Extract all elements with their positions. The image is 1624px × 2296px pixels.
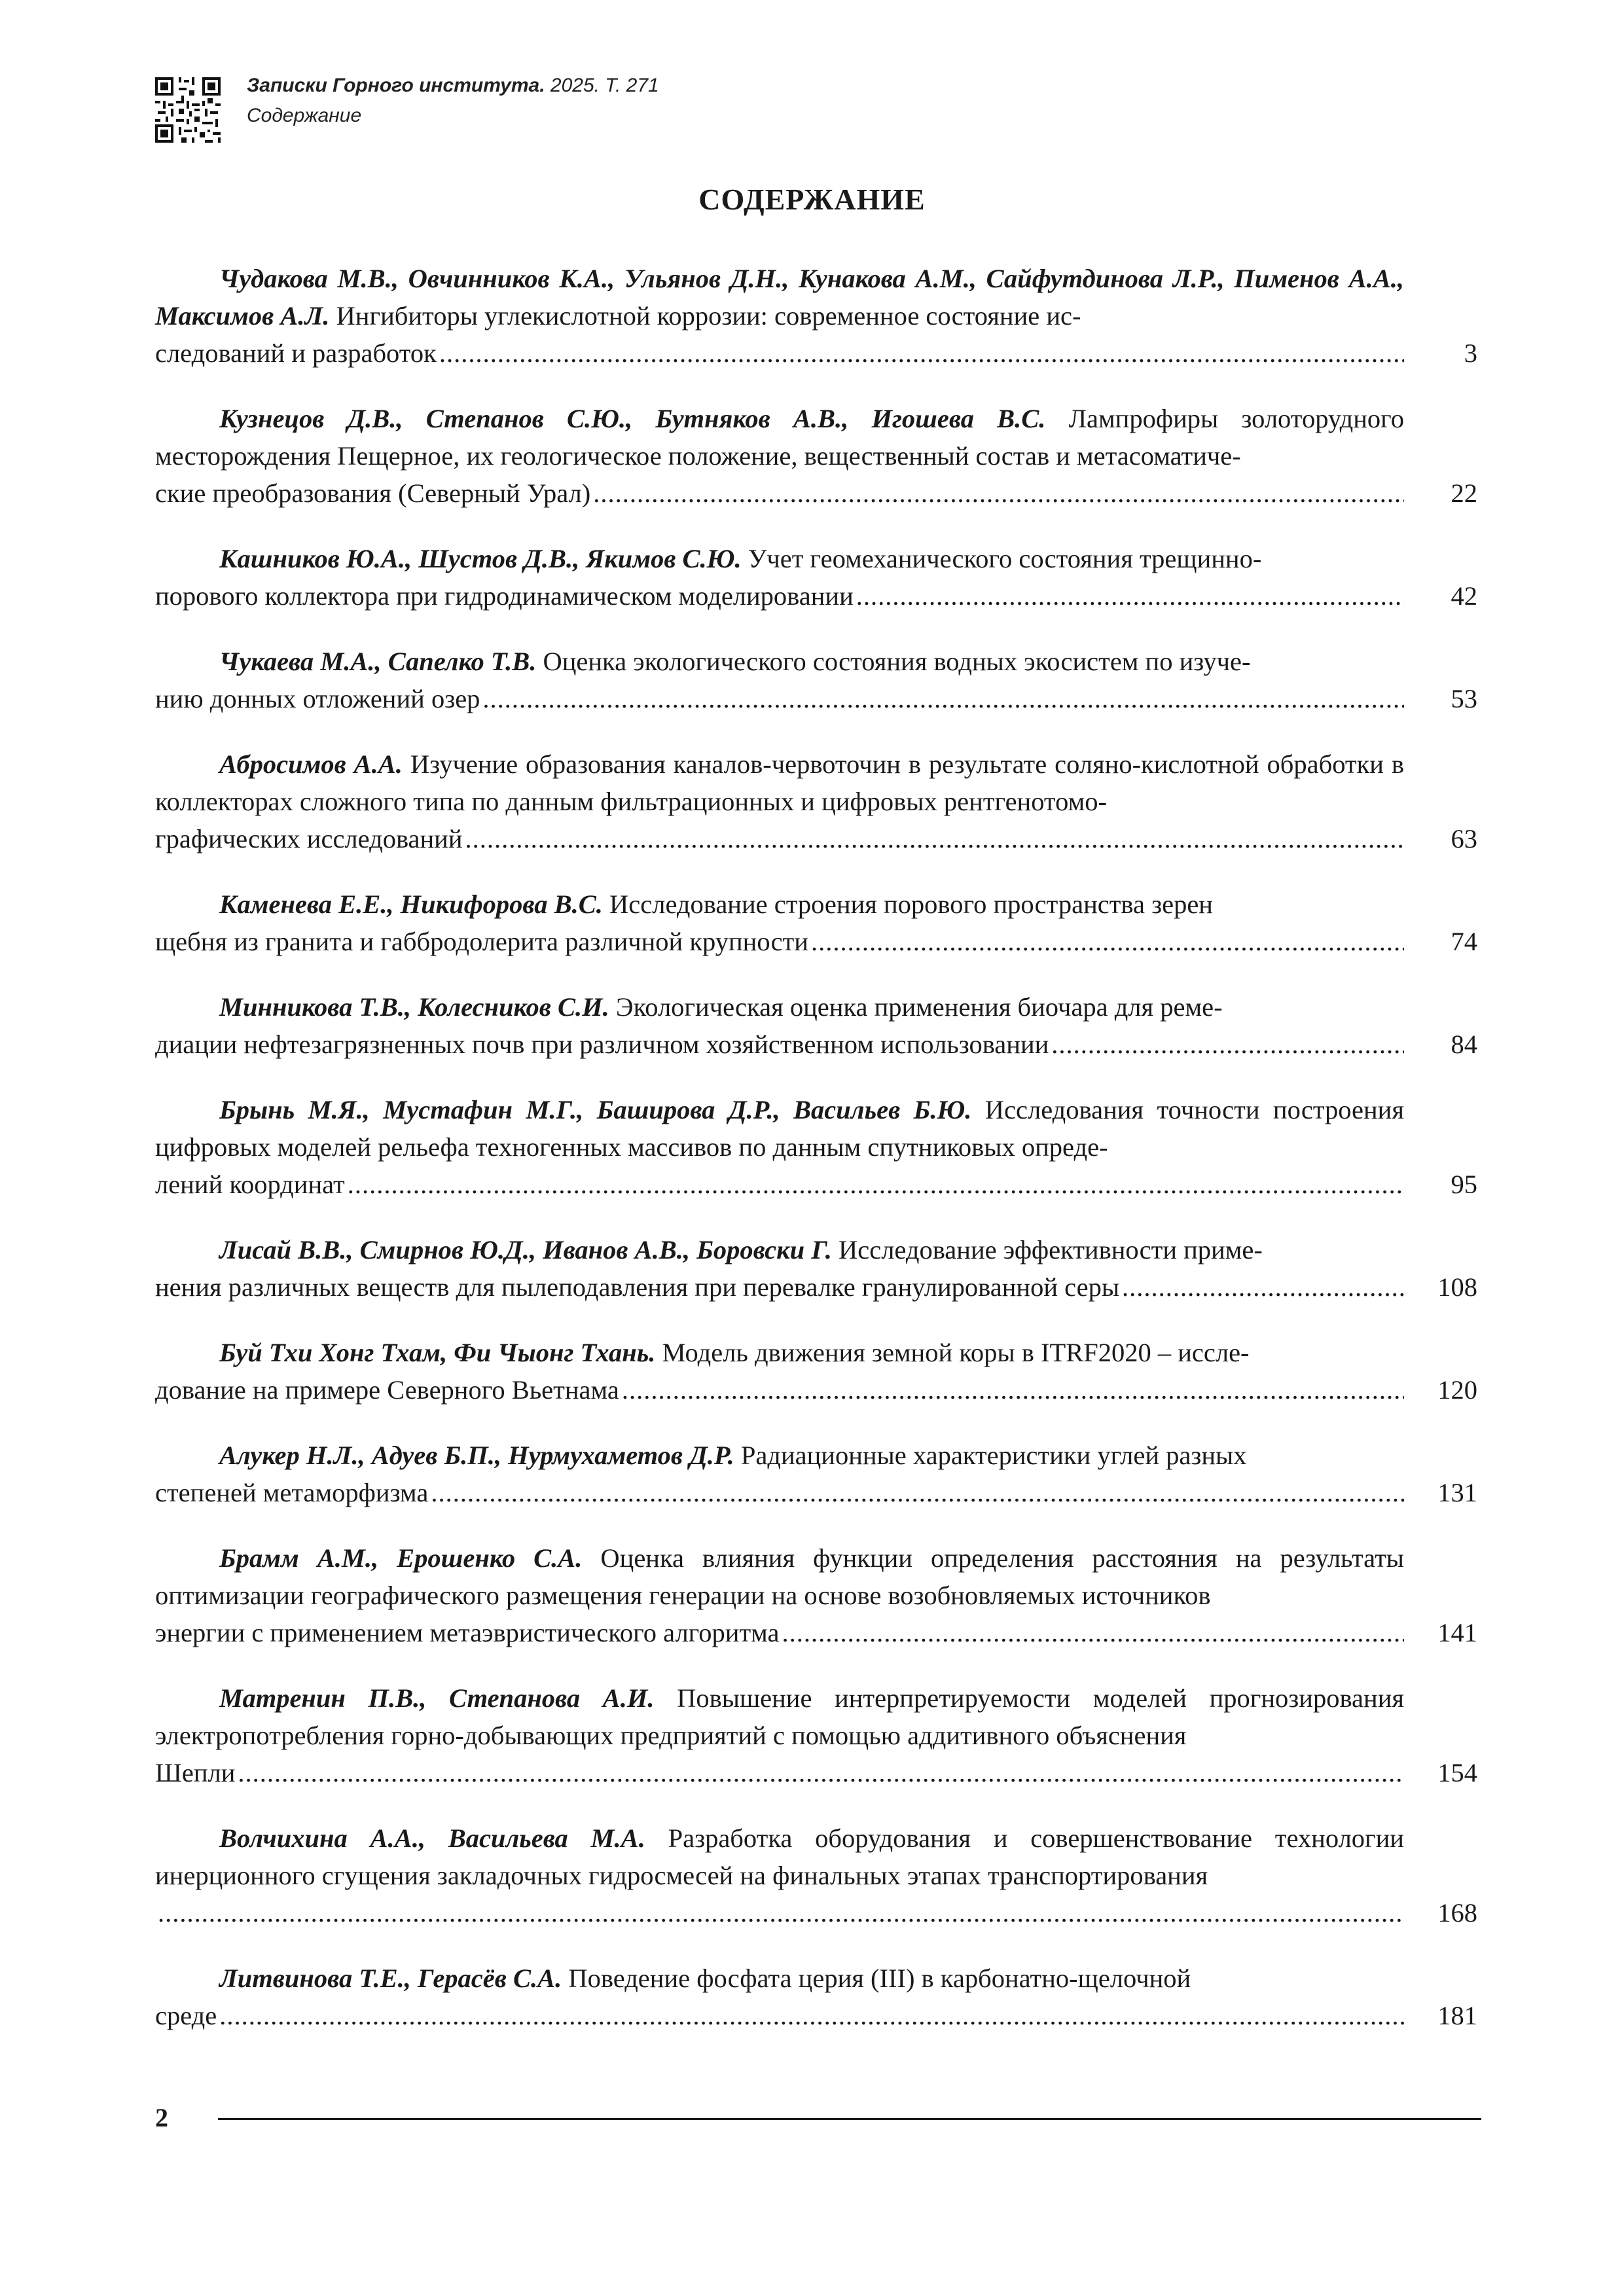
toc-entry-text — [155, 988, 1404, 1026]
toc-entry-title-end: среде — [155, 2001, 217, 2030]
toc-entry-page: 141 — [1437, 1618, 1477, 1647]
footer-rule — [218, 2118, 1481, 2120]
toc-entry[interactable] — [155, 260, 1477, 372]
toc-entry-title-end: Шепли — [155, 1758, 236, 1787]
header-journal-line — [247, 71, 836, 101]
toc-entry-title-end: графических исследований — [155, 824, 463, 853]
header-text — [247, 71, 836, 131]
toc-entry-page: 3 — [1464, 338, 1477, 368]
qr-code-icon — [155, 77, 221, 143]
toc-entry-title: Лампрофиры золоторудного месторождения Пещерное, их геологическое положение, вещественный состав и метасоматиче- — [155, 404, 1404, 471]
toc-entry[interactable] — [155, 886, 1477, 960]
toc-entry-text — [155, 886, 1404, 923]
toc-entry-title: Изучение образования каналов-червоточин в результате соляно-кислотной обработки в коллекторах сложного типа по данным фильтрационных и цифровых рентгенотомо- — [155, 749, 1405, 816]
dot-leader — [1122, 1268, 1404, 1306]
toc-entry-page: 120 — [1437, 1375, 1477, 1405]
toc-entry-authors: Каменева Е.Е., Никифорова В.С. — [219, 889, 603, 919]
toc-entry-authors: Волчихина А.А., Васильева М.А. — [219, 1823, 645, 1853]
header-section: Содержание — [247, 105, 362, 126]
toc-entry-title: Модель движения земной коры в ITRF2020 – иссле- — [662, 1338, 1250, 1367]
footer-page-number: 2 — [155, 2103, 168, 2132]
toc-entry[interactable] — [155, 540, 1477, 615]
toc-entry-last-line — [155, 577, 1404, 615]
toc-entry-page: 108 — [1437, 1272, 1477, 1302]
toc-entry-authors: Чукаева М.А., Сапелко Т.В. — [219, 647, 537, 676]
toc-entry-page: 74 — [1451, 927, 1477, 956]
toc-entry-title: Повышение интерпретируемости моделей прогнозирования электропотребления горно-добывающих предприятий с помощью аддитивного объяснения — [155, 1683, 1405, 1750]
dot-leader — [348, 1166, 1404, 1203]
toc-entry-page: 42 — [1451, 581, 1477, 611]
toc-entry-title: Поведение фосфата церия (III) в карбонатно-щелочной — [568, 1964, 1191, 1993]
toc-entry-text — [155, 1091, 1404, 1166]
toc-entry[interactable] — [155, 1231, 1477, 1306]
toc-entry-title-end: диации нефтезагрязненных почв при различном хозяйственном использовании — [155, 1030, 1049, 1059]
toc-entry-last-line — [155, 1371, 1404, 1408]
toc-entry-last-line — [155, 820, 1404, 857]
toc-entry[interactable] — [155, 1539, 1477, 1651]
toc-entry-authors: Алукер Н.Л., Адуев Б.П., Нурмухаметов Д.Р. — [219, 1441, 734, 1470]
dot-leader — [482, 680, 1404, 717]
toc-entry-title: Разработка оборудования и совершенствование технологии инерционного сгущения закладочных гидросмесей на финальных этапах транспортирования — [155, 1823, 1404, 1890]
dot-leader — [593, 475, 1404, 512]
toc-entry-page: 181 — [1437, 2001, 1477, 2030]
toc-entry[interactable] — [155, 1437, 1477, 1511]
toc-entry-authors: Кузнецов Д.В., Степанов С.Ю., Бутняков А.В., Игошева В.С. — [219, 404, 1046, 433]
dot-leader — [856, 577, 1404, 615]
dot-leader — [1051, 1026, 1404, 1063]
toc-entry-authors: Буй Тхи Хонг Тхам, Фи Чыонг Тхань. — [219, 1338, 656, 1367]
toc-entry-last-line — [155, 923, 1404, 960]
toc-entry-page: 53 — [1451, 684, 1477, 713]
toc-entry-title-end: нения различных веществ для пылеподавления при перевалке гранулированной серы — [155, 1272, 1120, 1302]
toc-entry-page: 131 — [1437, 1478, 1477, 1507]
toc-entry-last-line — [155, 1166, 1404, 1203]
toc-entry-last-line — [155, 1268, 1404, 1306]
toc-entry-last-line — [155, 1894, 1404, 1931]
toc-entry-text — [155, 643, 1404, 680]
dot-leader — [465, 820, 1404, 857]
toc-entry-text — [155, 1960, 1404, 1997]
toc-entry-text — [155, 1437, 1404, 1474]
toc-entry[interactable] — [155, 988, 1477, 1063]
toc-entry-last-line — [155, 1754, 1404, 1791]
toc-entry-page: 84 — [1451, 1030, 1477, 1059]
toc-entry-last-line — [155, 1026, 1404, 1063]
toc-entry-last-line — [155, 1474, 1404, 1511]
toc-entry-last-line — [155, 334, 1404, 372]
toc-entry-last-line — [155, 680, 1404, 717]
toc-entry-title-end: степеней метаморфизма — [155, 1478, 429, 1507]
toc-entry[interactable] — [155, 1091, 1477, 1203]
toc-entry-title: Радиационные характеристики углей разных — [740, 1441, 1247, 1470]
toc-entry-title: Исследование эффективности приме- — [839, 1235, 1263, 1265]
toc-entry-page: 95 — [1451, 1170, 1477, 1199]
toc-entry-title: Оценка влияния функции определения расстояния на результаты оптимизации географического размещения генерации на основе возобновляемых источников — [155, 1543, 1404, 1610]
toc-entry[interactable] — [155, 745, 1477, 857]
toc-entry-authors: Литвинова Т.Е., Герасёв С.А. — [219, 1964, 562, 1993]
table-of-contents — [155, 260, 1477, 2034]
dot-leader — [219, 1997, 1404, 2034]
journal-name: Записки Горного института. — [247, 75, 545, 96]
toc-entry-authors: Лисай В.В., Смирнов Ю.Д., Иванов А.В., Боровски Г. — [219, 1235, 832, 1265]
toc-entry-authors: Абросимов А.А. — [219, 749, 403, 779]
toc-entry-authors: Минникова Т.В., Колесников С.И. — [219, 992, 609, 1022]
toc-entry-title-end: нию донных отложений озер — [155, 684, 480, 713]
toc-entry-text — [155, 1334, 1404, 1371]
toc-entry-title: Учет геомеханического состояния трещинно- — [748, 544, 1262, 573]
toc-entry-title-end: лений координат — [155, 1170, 345, 1199]
toc-entry-title: Экологическая оценка применения биочара для реме- — [615, 992, 1223, 1022]
toc-entry-authors: Чудакова М.В., Овчинников К.А., Ульянов Д.Н., Кунакова А.М., Сайфутдинова Л.Р., Пименов А.А., Максимов А.Л. — [155, 264, 1404, 331]
journal-issue: 2025. Т. 271 — [550, 75, 659, 96]
dot-leader — [431, 1474, 1404, 1511]
toc-entry[interactable] — [155, 1820, 1477, 1931]
dot-leader — [622, 1371, 1404, 1408]
toc-entry-page: 63 — [1451, 824, 1477, 853]
dot-leader — [238, 1754, 1404, 1791]
toc-entry-text — [155, 1539, 1404, 1614]
toc-entry-title-end: дование на примере Северного Вьетнама — [155, 1375, 619, 1405]
toc-entry-title: Исследование строения порового пространства зерен — [609, 889, 1213, 919]
toc-entry-page: 154 — [1437, 1758, 1477, 1787]
toc-entry-authors: Кашников Ю.А., Шустов Д.В., Якимов С.Ю. — [219, 544, 742, 573]
dot-leader — [782, 1614, 1404, 1651]
dot-leader — [439, 334, 1404, 372]
toc-entry-title-end: следований и разработок — [155, 338, 437, 368]
toc-entry-page: 22 — [1451, 478, 1477, 508]
toc-entry-title: Ингибиторы углекислотной коррозии: современное состояние ис- — [336, 301, 1081, 331]
toc-entry[interactable] — [155, 1334, 1477, 1408]
toc-entry-text — [155, 400, 1404, 475]
toc-entry-title: Оценка экологического состояния водных экосистем по изуче- — [543, 647, 1251, 676]
toc-entry-last-line — [155, 1997, 1404, 2034]
toc-entry-authors: Брынь М.Я., Мустафин М.Г., Баширова Д.Р., Васильев Б.Ю. — [219, 1095, 972, 1124]
toc-entry-title-end: энергии с применением метаэвристического алгоритма — [155, 1618, 780, 1647]
toc-entry-text — [155, 260, 1404, 334]
toc-entry[interactable] — [155, 400, 1477, 512]
toc-entry[interactable] — [155, 643, 1477, 717]
toc-entry-title-end: порового коллектора при гидродинамическом моделировании — [155, 581, 854, 611]
page-title: СОДЕРЖАНИЕ — [698, 183, 926, 216]
toc-entry-text — [155, 540, 1404, 577]
toc-entry-title: Исследования точности построения цифровых моделей рельефа техногенных массивов по данным спутниковых опреде- — [155, 1095, 1404, 1162]
toc-entry[interactable] — [155, 1679, 1477, 1791]
dot-leader — [158, 1894, 1404, 1931]
toc-entry-page: 168 — [1437, 1898, 1477, 1928]
dot-leader — [811, 923, 1404, 960]
toc-entry-text — [155, 1231, 1404, 1268]
toc-entry-authors: Брамм А.М., Ерошенко С.А. — [219, 1543, 583, 1573]
toc-entry-title-end: ские преобразования (Северный Урал) — [155, 478, 591, 508]
toc-entry-authors: Матренин П.В., Степанова А.И. — [219, 1683, 655, 1713]
toc-entry-last-line — [155, 1614, 1404, 1651]
toc-entry-text — [155, 1820, 1404, 1894]
toc-entry-title-end: щебня из гранита и габбродолерита различной крупности — [155, 927, 808, 956]
toc-entry[interactable] — [155, 1960, 1477, 2034]
toc-entry-text — [155, 1679, 1404, 1754]
toc-entry-text — [155, 745, 1404, 820]
toc-entry-last-line — [155, 475, 1404, 512]
